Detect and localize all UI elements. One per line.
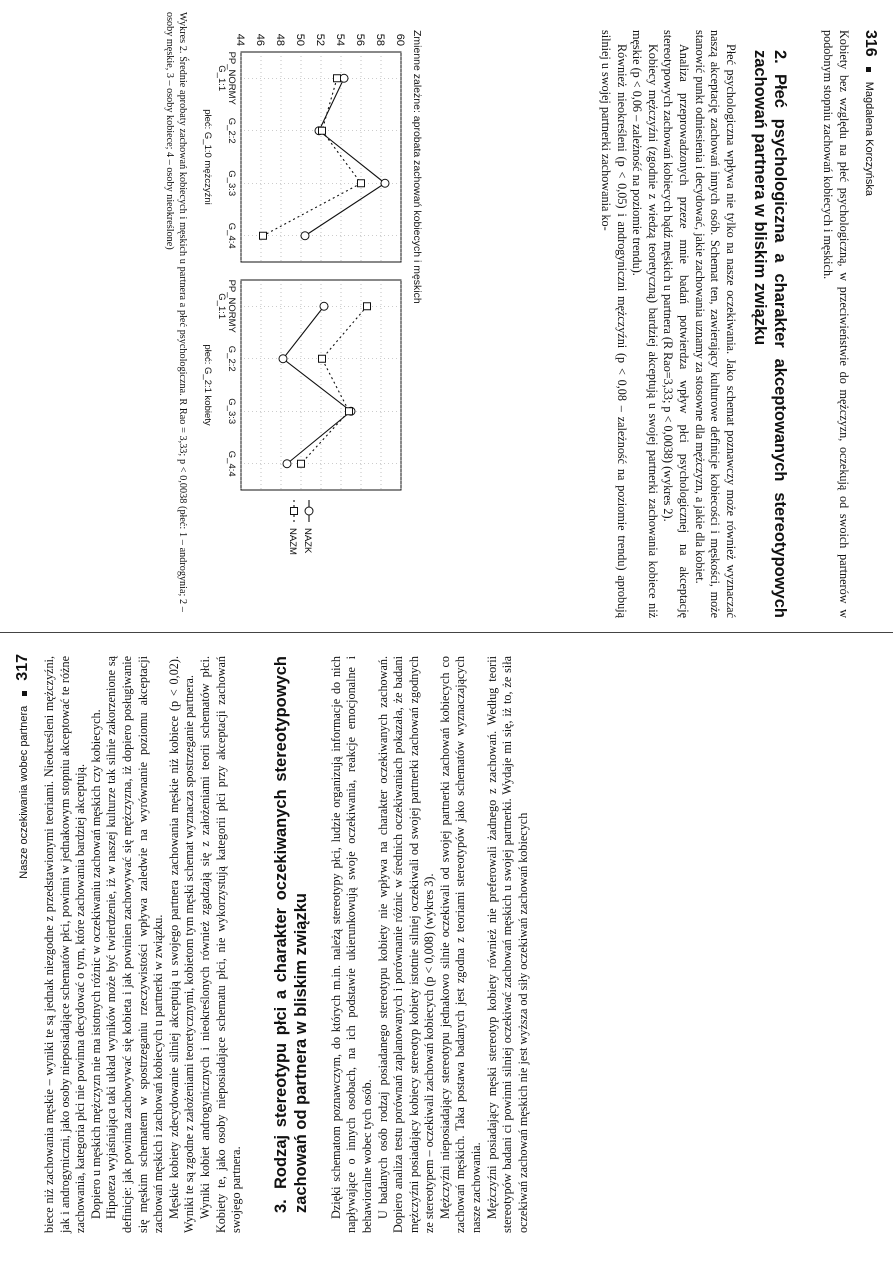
x-tick-label: G_1:1 [216, 65, 227, 92]
top-page [0, 0, 893, 631]
section-number: 2. [770, 50, 789, 64]
y-tick-label: 48 [274, 33, 286, 46]
x-tick-label: G_4:4 [226, 450, 237, 477]
data-point-nazm [364, 303, 371, 310]
header-bullet [22, 691, 27, 696]
bottom-page-header [14, 654, 38, 1233]
top-page-body [597, 30, 851, 618]
x-tick-label: PP_NORMY [226, 51, 237, 105]
y-tick-label: 46 [254, 33, 266, 46]
data-point-nazk [279, 355, 287, 363]
paragraph: Analiza przeprowadzonych przeze mnie badań potwierdza wpływ płci psychologicznej na akceptację stereotypowych zachowań kobiecych bądź męskich u partnera (R Rao=3,33; p < 0,0038) (wykres 2). [661, 30, 692, 618]
bottom-page-rotated [0, 634, 893, 1263]
data-point-nazk [340, 74, 348, 82]
paragraph: Mężczyźni nieposiadający stereotypu jednakowo silnie oczekiwali od swojej partnerki zachowań kobiecych co zachowań męskich. Taka postawa badanych jest zgodna z teoriami stereotypów jako schematów wyznaczających nasze zachowania. [437, 656, 484, 1233]
intro-paragraph: Kobiety bez względu na płeć psychologiczną, w przeciwieństwie do mężczyzn, oczekują od swoich partnerów w podobnym stopniu zachowań kobiecych i męskich. [821, 30, 851, 618]
page-number: 316 [862, 30, 879, 57]
x-tick-label: PP_NORMY [226, 279, 237, 333]
paragraph: Wyniki kobiet androgynicznych i nieokreślonych również zgadzają się z założeniami teorii schematów płci. Kobiety te, jako osoby nieposiadające schematu płci, nie wykorzystują kategorii płci przy akceptacji zachowań swojego partnera. [197, 656, 244, 1233]
data-point-nazk [381, 179, 389, 187]
chart-figure [193, 12, 423, 615]
data-point-nazm [358, 180, 365, 187]
chart-svg [194, 12, 409, 615]
x-tick-label: G_1:1 [216, 293, 227, 320]
y-tick-label: 44 [234, 33, 246, 46]
data-point-nazm [298, 460, 305, 467]
x-axis-label: płeć: G_1:0 mężczyźni [202, 109, 213, 205]
bottom-page-body [42, 656, 531, 1233]
paragraph: Hipoteza wyjaśniająca taki układ wyników może być twierdzenie, iż w naszej kulturze tak silnie zakorzenione są definicje: jak powinna zachowywać się kobieta i jak powinien zachowywać się mężczyzna, iż dopiero posługiwanie się męskim schematem w spostrzeganiu rzeczywistości wpływa zaledwie na wyrównanie poziomu akceptacji zachowań męskich i zachowań kobiecych u partnerki w związku. [104, 656, 166, 1233]
section-title: Rodzaj stereotypu płci a charakter oczekiwanych stereotypowych zachowań od partnera w bliskim związku [271, 656, 310, 1213]
paragraph: Kobiecy mężczyźni (zgodnie z wiedzą teoretyczną) bardziej akceptują u swojej partnerki zachowania kobiece niż męskie (p < 0,06 – zależność na poziomie trendu). [630, 30, 660, 618]
series-line-nazk [305, 78, 385, 236]
page-divider [0, 632, 893, 633]
paragraph: biece niż zachowania męskie – wyniki te są jednak niezgodne z przedstawionymi teoriami. Nieokreśleni mężczyźni, jak i androgyniczni, jako osoby nieposiadające schematów płci, powinni w jednakowym stopniu akceptować te różne zachowania, kategoria płci nie powinna decydować o tym, które zachowania bardziej akceptują. [42, 656, 88, 1233]
x-tick-label: G_3:3 [226, 170, 237, 197]
x-tick-label: G_3:3 [226, 398, 237, 425]
y-tick-label: 60 [394, 33, 406, 46]
y-tick-label: 52 [314, 33, 326, 46]
legend-marker-circle [305, 507, 313, 515]
paragraph: U badanych osób rodzaj posiadanego stereotypu kobiety nie wpływa na charakter oczekiwanych zachowań. Dopiero analiza testu porównań zaplanowanych i porównanie różnic w średnich oczekiwaniach pokazała, że badani mężczyźni posiadający kobiecy stereotyp kobiety istotnie silniej oczekiwali od swojej partnerki zachowań zgodnych ze stereotypem – oczekiwali zachowań kobiecych (p < 0,008) (wykres 3). [375, 656, 437, 1233]
y-tick-label: 56 [354, 33, 366, 46]
data-point-nazm [334, 75, 341, 82]
data-point-nazk [301, 232, 309, 240]
paragraph: Również nieokreśleni (p < 0,05) i androgyniczni mężczyźni (p < 0,08 – zależność na poziomie trendu) aprobują silniej u swojej partnerki zachowania ko- [599, 30, 629, 618]
paragraph: Płeć psychologiczna wpływa nie tylko na nasze oczekiwania. Jako schemat poznawczy może również wyznaczać naszą akceptację zachowań innych osób. Schemat ten, zawierający kulturowe definicje kobiecości i męskości, może stanowić punkt odniesienia i decydować, jakie zachowania uznamy za stosowne dla mężczyzn, a jakie dla kobiet. [692, 30, 738, 618]
section-heading [271, 656, 311, 1213]
data-point-nazm [319, 127, 326, 134]
paragraph: Mężczyźni posiadający męski stereotyp kobiety również nie preferowali żadnego z zachowań. Według teorii stereotypów badani ci powinni silniej oczekiwać zachowań męskich u swojej partnerki. Wydaje mi się, iż to, że siła oczekiwań zachowań męskich nie jest wyższa od siły oczekiwań zachowań kobiecych [484, 656, 530, 1233]
data-point-nazk [283, 460, 291, 468]
x-tick-label: G_2:2 [226, 117, 237, 144]
paragraph: Dopiero u męskich mężczyzn nie ma istotnych różnic w oczekiwaniu zachowań męskich czy kobiecych. [88, 709, 103, 1219]
data-point-nazk [320, 302, 328, 310]
data-point-nazm [260, 232, 267, 239]
legend-label: NAZK [302, 528, 313, 554]
page-number: 317 [14, 654, 31, 681]
section-heading [750, 50, 790, 618]
paragraph: Męskie kobiety zdecydowanie silniej akceptują u swojego partnera zachowania męskie niż kobiece (p < 0,02). Wyniki te są zgodne z założeniami teoretycznymi, kobietom tym męski schemat wyznacza spostrzeganie partnera. [166, 656, 197, 1233]
y-tick-label: 58 [374, 33, 386, 46]
paragraph: Dzięki schematom poznawczym, do których m.in. należą stereotypy płci, ludzie organizują informacje do nich napływające o innych osobach, na ich podstawie ukierunkowują swoje oczekiwania, reakcje emocjonalne i behawioralne wobec tych osób. [328, 656, 374, 1233]
top-page-header [855, 30, 879, 620]
series-line-nazm [263, 78, 361, 236]
y-tick-label: 50 [294, 33, 306, 46]
x-tick-label: G_2:2 [226, 345, 237, 372]
header-bullet [866, 67, 871, 72]
data-point-nazm [346, 408, 353, 415]
x-axis-label: płeć: G_2:1 kobiety [202, 344, 213, 426]
figure-caption: Wykres 2. Średnie aprobaty zachowań kobiecych i męskich u partnera a płeć psychologiczna. R Rao = 3,33; p < 0,0038 (płeć: 1 – androgynia; 2 – osoby męskie, 3 – osoby kobiece; 4 – osoby nieokreślone) [164, 12, 188, 612]
series-line-nazm [301, 306, 367, 464]
legend-marker-square [291, 508, 298, 515]
bottom-page [0, 634, 893, 1263]
chart-title: Zmienne zależne: aprobata zachowań kobiecych i męskich [411, 30, 423, 304]
data-point-nazm [319, 355, 326, 362]
y-tick-label: 54 [334, 33, 346, 46]
x-tick-label: G_4:4 [226, 222, 237, 249]
section-number: 3. [271, 1199, 290, 1213]
top-page-rotated [0, 0, 893, 631]
section-title: Płeć psychologiczna a charakter akceptowanych stereotypowych zachowań partnera w bliskim związku [750, 50, 789, 618]
running-head: Nasze oczekiwania wobec partnera [18, 705, 30, 879]
legend-label: NAZM [287, 528, 298, 555]
running-head: Magdalena Korczyńska [863, 81, 875, 197]
